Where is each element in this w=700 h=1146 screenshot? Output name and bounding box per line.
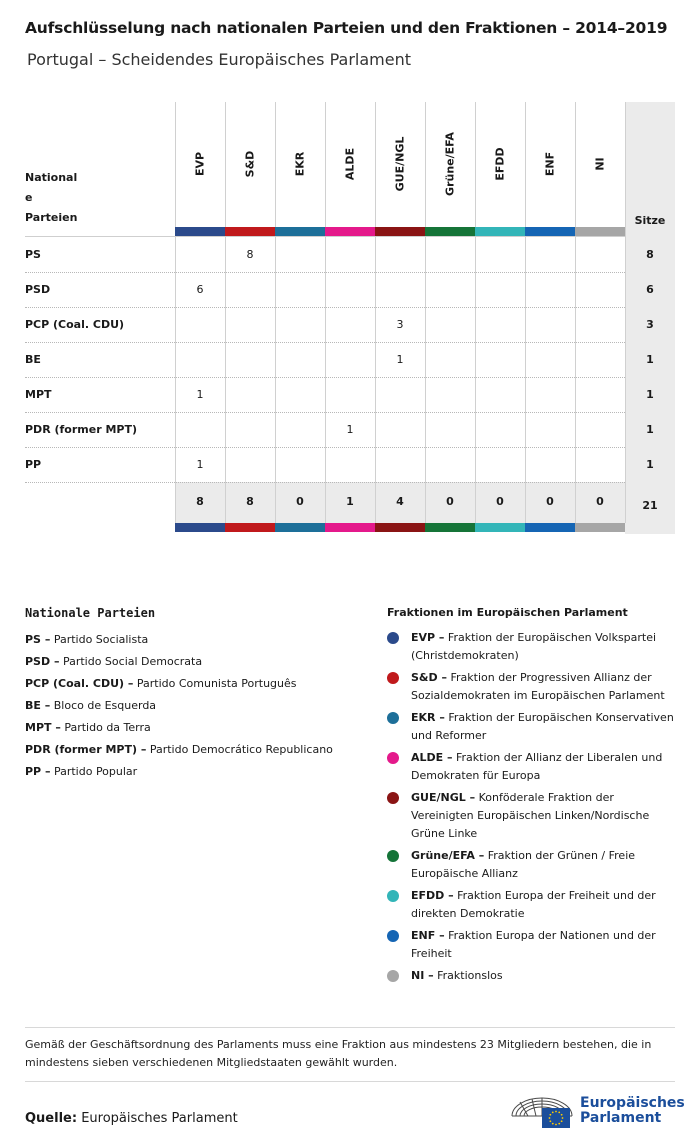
group-total-cell: 8 [246,495,254,508]
seat-count-cell: 8 [246,248,254,261]
group-color-dot-icon [387,970,399,982]
national-party-legend-item: PP – Partido Popular [25,765,138,778]
group-color-dot-icon [387,890,399,902]
group-color-dot-icon [387,792,399,804]
seat-count-cell: 1 [196,458,204,471]
party-total-cell: 1 [646,388,654,401]
ep-groups-legend-heading: Fraktionen im Europäischen Parlament [387,606,628,619]
grand-total-cell: 21 [642,499,658,512]
group-color-bar [575,227,625,236]
national-parties-legend-heading: Nationale Parteien [25,606,156,620]
party-row-label: PCP (Coal. CDU) [25,318,125,331]
group-color-dot-icon [387,712,399,724]
group-total-cell: 0 [496,495,504,508]
row-divider [25,377,625,378]
group-color-bar [475,523,525,532]
group-total-cell: 0 [296,495,304,508]
group-color-dot-icon [387,930,399,942]
group-column-header: GUE/NGL [393,136,407,192]
header-rule [25,236,625,237]
party-total-cell: 6 [646,283,654,296]
group-color-bar [475,227,525,236]
group-color-bar [525,523,575,532]
group-color-bar [275,523,325,532]
footnote: Gemäß der Geschäftsordnung des Parlaments muss eine Fraktion aus mindestens 23 Mitgliedern bestehen, die in mindestens sieben verschiedenen Mitgliedstaaten gewählt wurden. [25,1038,652,1069]
national-party-legend-item: BE – Bloco de Esquerda [25,699,157,712]
party-total-cell: 3 [646,318,654,331]
group-color-bar [425,227,475,236]
ep-group-legend-item: Grüne/EFA – Fraktion der Grünen / Freie Europäische Allianz [387,847,677,883]
party-row-label: PSD [25,283,51,296]
row-divider [25,447,625,448]
page-subtitle: Portugal – Scheidendes Europäisches Parlament [27,50,411,69]
group-column-header: ALDE [343,147,357,181]
party-row-label: PDR (former MPT) [25,423,138,436]
group-column-header: S&D [243,150,257,178]
national-parties-legend [25,606,355,783]
group-color-dot-icon [387,850,399,862]
seats-column-header: Sitze [634,214,666,227]
group-total-cell: 0 [446,495,454,508]
party-total-cell: 8 [646,248,654,261]
ep-group-legend-item: NI – Fraktionslos [387,967,677,985]
ep-group-legend-item: ALDE – Fraktion der Allianz der Liberalen und Demokraten für Europa [387,749,677,785]
group-color-bar [375,523,425,532]
group-color-bar [425,523,475,532]
national-parties-column-header: National e Parteien [25,171,78,224]
group-color-dot-icon [387,752,399,764]
group-total-cell: 0 [596,495,604,508]
group-color-dot-icon [387,632,399,644]
group-total-cell: 8 [196,495,204,508]
national-party-legend-item: MPT – Partido da Terra [25,721,151,734]
seat-count-cell: 1 [196,388,204,401]
row-divider [25,482,625,483]
group-color-bar [175,523,225,532]
group-color-bar [275,227,325,236]
national-party-legend-item: PSD – Partido Social Democrata [25,655,203,668]
group-column-header: EFDD [493,147,507,181]
national-party-legend-item: PS – Partido Socialista [25,633,149,646]
group-color-bar [525,227,575,236]
seat-count-cell: 1 [396,353,404,366]
group-column-header: EVP [193,151,207,177]
ep-groups-legend [387,606,677,989]
group-total-cell: 4 [396,495,404,508]
party-row-label: PS [25,248,41,261]
european-parliament-hemicycle-logo-icon [510,1090,576,1130]
ep-group-legend-item: EKR – Fraktion der Europäischen Konservativen und Reformer [387,709,677,745]
divider [25,1027,675,1028]
group-color-bar [575,523,625,532]
european-parliament-logo [510,1090,685,1130]
seat-distribution-table [25,102,675,534]
group-total-cell: 1 [346,495,354,508]
party-row-label: MPT [25,388,52,401]
row-divider [25,342,625,343]
group-color-bar [225,523,275,532]
group-color-bar [375,227,425,236]
group-total-cell: 0 [546,495,554,508]
group-color-bar [175,227,225,236]
row-divider [25,412,625,413]
source-line: Quelle: Europäisches Parlament [25,1111,238,1126]
group-column-header: ENF [543,151,557,177]
party-row-label: BE [25,353,41,366]
party-total-cell: 1 [646,423,654,436]
party-total-cell: 1 [646,458,654,471]
ep-group-legend-item: S&D – Fraktion der Progressiven Allianz der Sozialdemokraten im Europäischen Parlament [387,669,677,705]
party-row-label: PP [25,458,42,471]
seat-count-cell: 1 [346,423,354,436]
group-color-bar [225,227,275,236]
group-column-header: NI [593,157,607,171]
group-column-header: EKR [293,151,307,177]
seat-count-cell: 3 [396,318,404,331]
ep-group-legend-item: EVP – Fraktion der Europäischen Volkspartei (Christdemokraten) [387,629,677,665]
ep-group-legend-item: GUE/NGL – Konföderale Fraktion der Vereinigten Europäischen Linken/Nordische Grüne Linke [387,789,677,843]
group-column-header: Grüne/EFA [443,132,457,196]
divider [25,1081,675,1082]
page-title: Aufschlüsselung nach nationalen Parteien und den Fraktionen – 2014–2019 [25,19,668,37]
group-color-bar [325,523,375,532]
logo-wordmark: Europäisches Parlament [580,1095,685,1126]
national-party-legend-item: PCP (Coal. CDU) – Partido Comunista Português [25,677,297,690]
seat-count-cell: 6 [196,283,204,296]
row-divider [25,272,625,273]
ep-group-legend-item: ENF – Fraktion Europa der Nationen und der Freiheit [387,927,677,963]
ep-group-legend-item: EFDD – Fraktion Europa der Freiheit und der direkten Demokratie [387,887,677,923]
national-party-legend-item: PDR (former MPT) – Partido Democrático Republicano [25,743,333,756]
party-total-cell: 1 [646,353,654,366]
row-divider [25,307,625,308]
group-color-dot-icon [387,672,399,684]
group-color-bar [325,227,375,236]
